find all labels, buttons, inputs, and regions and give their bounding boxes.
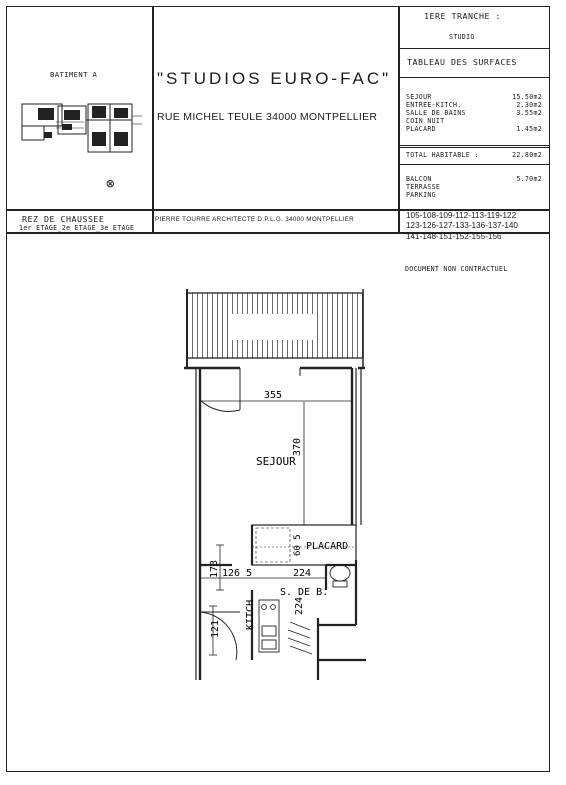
extra-label: BALCON <box>406 175 432 183</box>
project-address: RUE MICHEL TEULE 34000 MONTPELLIER <box>157 111 378 123</box>
surface-value: 3.55m2 <box>516 109 542 117</box>
surface-value: 1.45m2 <box>516 125 542 133</box>
door-swing <box>200 368 300 412</box>
surface-value: 2.30m2 <box>516 101 542 109</box>
surface-label: SALLE DE BAINS <box>406 109 466 117</box>
extra-label: PARKING <box>406 191 436 199</box>
lot-numbers-line: 141-148-151-152-155-156 <box>406 232 502 241</box>
lot-numbers-line: 105-108-109-112-113-119-122 <box>406 211 517 220</box>
room-label-sdb: S. DE B. <box>280 587 329 598</box>
balcony <box>187 289 363 368</box>
compass-icon: ⊗ <box>106 176 115 192</box>
kitchen-unit <box>259 600 279 652</box>
surface-label: PLACARD <box>406 125 436 133</box>
surface-value: 15.50m2 <box>512 93 542 101</box>
dimension-label: 370 <box>292 437 303 456</box>
tranche-label: 1ERE TRANCHE : <box>424 11 501 21</box>
surface-label: SEJOUR <box>406 93 432 101</box>
floor-main: REZ DE CHAUSSEE <box>22 214 105 224</box>
total-value: 22.80m2 <box>512 151 542 159</box>
surfaces-title: TABLEAU DES SURFACES <box>407 57 517 67</box>
dimension-label: 224 <box>294 596 305 615</box>
room-label-kitch: KITCH <box>245 599 256 630</box>
surface-label: ENTREE-KITCH. <box>406 101 462 109</box>
dimension-label: 224 <box>293 568 312 579</box>
unit-type: STUDIO <box>449 33 475 41</box>
shower-tray <box>288 622 312 654</box>
room-label-placard: PLACARD <box>306 541 349 552</box>
architect: PIERRE TOURRE ARCHITECTE D.P.L.G. 34000 MONTPELLIER <box>155 216 355 223</box>
project-title: "STUDIOS EURO-FAC" <box>157 69 392 88</box>
dimension-label: 355 <box>264 390 283 401</box>
dimension-label: 60 5 <box>293 534 303 556</box>
dimension-label: 121 <box>210 619 221 638</box>
toilet-icon <box>330 565 350 587</box>
total-label: TOTAL HABITABLE : <box>406 151 479 159</box>
room-label-sejour: SEJOUR <box>256 455 296 468</box>
building-label: BATIMENT A <box>50 70 98 79</box>
disclaimer: DOCUMENT NON CONTRACTUEL <box>405 265 508 273</box>
surface-label: COIN NUIT <box>406 117 445 125</box>
extra-label: TERRASSE <box>406 183 441 191</box>
dimension-label: 173 <box>209 559 220 578</box>
extra-value: 5.70m2 <box>516 175 542 183</box>
floor-others: 1er ETAGE_2e ETAGE_3e ETAGE <box>19 224 135 232</box>
dimension-label: 126 5 <box>222 568 253 579</box>
lot-numbers-line: 123-126-127-133-136-137-140 <box>406 221 518 230</box>
